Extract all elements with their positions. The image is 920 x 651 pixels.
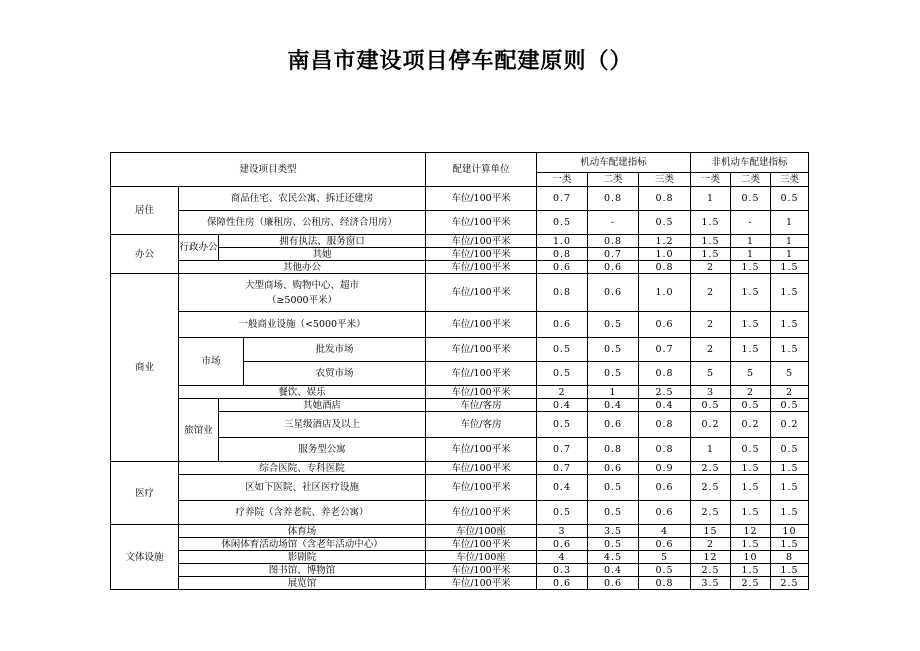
cell-value: 2 [731,386,771,399]
row-unit: 车位/100座 [426,525,537,538]
cell-value: 4 [639,525,691,538]
cell-value: 1.5 [771,564,809,577]
row-unit: 车位/客房 [426,412,537,438]
row-item: 体育场 [179,525,426,538]
header-project-type: 建设项目类型 [111,153,426,187]
table-row [111,501,809,525]
page-title: 南昌市建设项目停车配建原则（） [287,49,633,74]
cell-value: 0.6 [537,538,588,551]
cell-value: 0.6 [537,261,588,274]
cell-value: 3 [537,525,588,538]
header-motor-c3: 三类 [639,173,691,187]
cell-value: 2 [691,312,731,338]
row-item: 餐饮、娱乐 [179,386,426,399]
table-row [111,399,809,412]
row-item: 疗养院（含养老院、养老公寓） [179,501,426,525]
cell-value: 0.8 [537,274,588,312]
cell-value: 1.5 [731,312,771,338]
cell-value: 1.5 [691,235,731,248]
cell-value: 0.8 [639,577,691,590]
cell-value: 0.8 [588,438,639,462]
cell-value: - [588,211,639,235]
table-row [111,475,809,501]
cell-value: 0.6 [588,462,639,475]
cell-value: 0.5 [537,338,588,362]
cell-value: 1.5 [771,462,809,475]
cell-value: 1.0 [639,274,691,312]
row-unit: 车位/100平米 [426,261,537,274]
row-unit: 车位/100座 [426,551,537,564]
table-row [111,312,809,338]
row-unit: 车位/100平米 [426,362,537,386]
cell-value: 0.8 [639,261,691,274]
cell-value: 0.7 [639,338,691,362]
category-commerce: 商业 [111,274,179,462]
header-motor: 机动车配建指标 [537,153,691,173]
table-row [111,261,809,274]
row-unit: 车位/100平米 [426,462,537,475]
row-item: 一般商业设施（<5000平米） [179,312,426,338]
cell-value: 0.5 [537,412,588,438]
cell-value: 0.5 [588,362,639,386]
cell-value: 5 [691,362,731,386]
header-motor-c2: 二类 [588,173,639,187]
cell-value: 0.8 [639,438,691,462]
table-row [111,551,809,564]
cell-value: 0.5 [731,187,771,211]
cell-value: 1.5 [731,501,771,525]
cell-value: 2 [537,386,588,399]
category-medical: 医疗 [111,462,179,525]
row-item: 其她 [219,248,426,261]
row-unit: 车位/100平米 [426,187,537,211]
category-culture: 文体设施 [111,525,179,590]
row-unit: 车位/100平米 [426,386,537,399]
cell-value: 1.5 [731,538,771,551]
category-residential: 居住 [111,187,179,235]
cell-value: 0.8 [639,187,691,211]
cell-value: 1 [691,187,731,211]
cell-value: 2 [691,338,731,362]
row-item: 区如下医院、社区医疗设施 [179,475,426,501]
cell-value: 3 [691,386,731,399]
row-unit: 车位/100平米 [426,564,537,577]
cell-value: 8 [771,551,809,564]
cell-value: 1.2 [639,235,691,248]
cell-value: 2 [771,386,809,399]
cell-value: 0.8 [639,412,691,438]
cell-value: 1.5 [731,564,771,577]
cell-value: 1.5 [771,538,809,551]
cell-value: 1.5 [731,261,771,274]
header-unit: 配建计算单位 [426,153,537,187]
cell-value: 0.4 [588,564,639,577]
row-item: 其他办公 [179,261,426,274]
row-item: 展览馆 [179,577,426,590]
row-item-line1: 大型商场、购物中心、超市 [245,279,360,291]
row-unit: 车位/100平米 [426,235,537,248]
table-row [111,211,809,235]
cell-value: 1.5 [731,475,771,501]
cell-value: - [731,211,771,235]
cell-value: 0.2 [691,412,731,438]
cell-value: 5 [771,362,809,386]
cell-value: 1.5 [771,338,809,362]
cell-value: 12 [691,551,731,564]
cell-value: 2 [691,538,731,551]
cell-value: 4 [537,551,588,564]
cell-value: 1.0 [537,235,588,248]
cell-value: 2.5 [639,386,691,399]
cell-value: 0.5 [691,399,731,412]
cell-value: 0.2 [731,412,771,438]
cell-value: 1 [771,211,809,235]
parking-standards-table [110,152,809,590]
cell-value: 1.5 [771,261,809,274]
cell-value: 0.5 [588,538,639,551]
row-unit: 车位/100平米 [426,338,537,362]
cell-value: 0.8 [588,187,639,211]
cell-value: 1.5 [731,462,771,475]
cell-value: 0.4 [588,399,639,412]
cell-value: 0.5 [771,438,809,462]
cell-value: 0.6 [588,274,639,312]
cell-value: 1.5 [771,312,809,338]
row-unit: 车位/100平米 [426,274,537,312]
table-row [111,338,809,362]
cell-value: 0.5 [588,338,639,362]
row-unit: 车位/100平米 [426,501,537,525]
cell-value: 0.6 [537,577,588,590]
cell-value: 0.8 [639,362,691,386]
cell-value: 0.4 [537,399,588,412]
row-unit: 车位/100平米 [426,312,537,338]
table-row [111,462,809,475]
cell-value: 0.5 [588,312,639,338]
table-row [111,538,809,551]
row-item: 服务型公寓 [219,438,426,462]
cell-value: 1 [731,248,771,261]
cell-value: 0.6 [537,312,588,338]
cell-value: 0.6 [588,577,639,590]
cell-value: 1.5 [691,248,731,261]
cell-value: 10 [731,551,771,564]
row-item: 图书馆、博物馆 [179,564,426,577]
row-unit: 车位/100平米 [426,538,537,551]
cell-value: 1 [588,386,639,399]
cell-value: 1 [731,235,771,248]
cell-value: 0.7 [537,438,588,462]
cell-value: 0.5 [771,399,809,412]
subcategory-admin: 行政办公 [179,235,219,261]
table-row [111,525,809,538]
cell-value: 0.9 [639,462,691,475]
header-nonmotor-c1: 一类 [691,173,731,187]
cell-value: 0.5 [771,187,809,211]
table-row [111,235,809,248]
cell-value: 0.6 [588,261,639,274]
table-row [111,577,809,590]
table-header-row [111,153,809,173]
row-item: 拥有执法、服务窗口 [219,235,426,248]
row-item: 农贸市场 [244,362,426,386]
cell-value: 15 [691,525,731,538]
cell-value: 0.6 [588,412,639,438]
row-item: 其她酒店 [219,399,426,412]
cell-value: 0.5 [537,501,588,525]
header-motor-c1: 一类 [537,173,588,187]
cell-value: 0.2 [771,412,809,438]
cell-value: 0.5 [731,399,771,412]
row-unit: 车位/100平米 [426,211,537,235]
table-row [111,274,809,312]
cell-value: 1 [771,235,809,248]
cell-value: 0.5 [537,362,588,386]
row-item [179,274,426,312]
header-nonmotor-c3: 三类 [771,173,809,187]
row-unit: 车位/客房 [426,399,537,412]
row-item: 保障性住房（廉租房、公租房、经济合用房） [179,211,426,235]
cell-value: 1.5 [731,274,771,312]
cell-value: 2.5 [691,564,731,577]
cell-value: 0.5 [588,475,639,501]
cell-value: 10 [771,525,809,538]
cell-value: 0.5 [639,211,691,235]
cell-value: 0.4 [537,475,588,501]
cell-value: 0.7 [537,462,588,475]
cell-value: 3.5 [691,577,731,590]
cell-value: 3.5 [588,525,639,538]
cell-value: 2.5 [771,577,809,590]
row-item-line2: （≥5000平米） [266,294,338,306]
cell-value: 0.4 [639,399,691,412]
cell-value: 0.6 [639,538,691,551]
row-item: 三星级酒店及以上 [219,412,426,438]
row-item: 商品住宅、农民公寓、拆迁还建房 [179,187,426,211]
subcategory-hotel: 旅馆业 [179,399,219,462]
cell-value: 2 [691,274,731,312]
cell-value: 0.3 [537,564,588,577]
cell-value: 0.5 [537,211,588,235]
cell-value: 5 [731,362,771,386]
cell-value: 0.6 [639,501,691,525]
cell-value: 0.8 [588,235,639,248]
cell-value: 0.5 [731,438,771,462]
cell-value: 1.5 [691,211,731,235]
cell-value: 2.5 [691,501,731,525]
cell-value: 2.5 [691,475,731,501]
row-item: 批发市场 [244,338,426,362]
cell-value: 1.0 [639,248,691,261]
cell-value: 0.6 [639,475,691,501]
row-unit: 车位/100平米 [426,577,537,590]
cell-value: 1.5 [771,501,809,525]
cell-value: 5 [639,551,691,564]
cell-value: 1.5 [731,338,771,362]
cell-value: 1.5 [771,475,809,501]
row-unit: 车位/100平米 [426,475,537,501]
cell-value: 0.5 [588,501,639,525]
table-row [111,386,809,399]
cell-value: 0.8 [537,248,588,261]
cell-value: 1 [771,248,809,261]
row-item: 影剧院 [179,551,426,564]
cell-value: 0.6 [639,312,691,338]
cell-value: 1 [691,438,731,462]
cell-value: 1.5 [771,274,809,312]
cell-value: 2.5 [731,577,771,590]
row-unit: 车位/100平米 [426,438,537,462]
subcategory-market: 市场 [179,338,244,386]
cell-value: 0.7 [588,248,639,261]
cell-value: 0.7 [537,187,588,211]
table-row [111,564,809,577]
cell-value: 0.5 [639,564,691,577]
category-office: 办公 [111,235,179,274]
row-item: 休闲体育活动场馆（含老年活动中心） [179,538,426,551]
cell-value: 4.5 [588,551,639,564]
cell-value: 12 [731,525,771,538]
table-row [111,187,809,211]
header-nonmotor-c2: 二类 [731,173,771,187]
header-nonmotor: 非机动车配建指标 [691,153,809,173]
cell-value: 2.5 [691,462,731,475]
cell-value: 2 [691,261,731,274]
row-unit: 车位/100平米 [426,248,537,261]
row-item: 综合医院、专科医院 [179,462,426,475]
